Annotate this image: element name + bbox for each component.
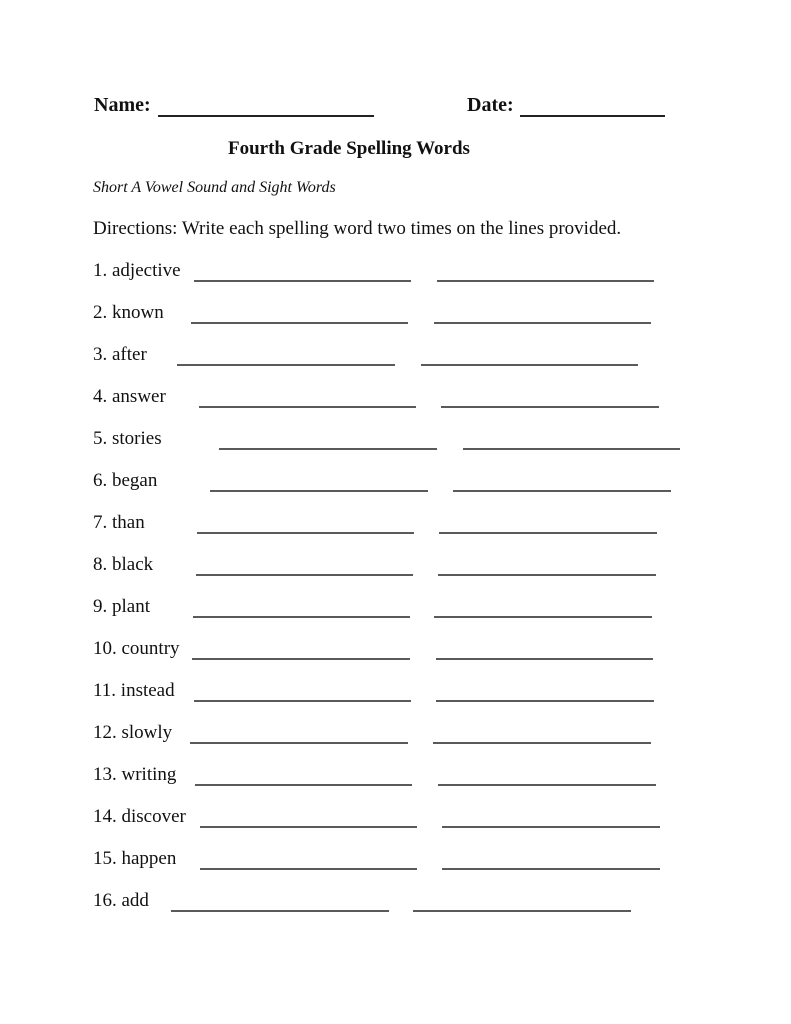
word-label: 4. answer <box>93 386 166 407</box>
writing-line-2[interactable] <box>436 700 654 702</box>
writing-line-1[interactable] <box>190 742 408 744</box>
writing-line-2[interactable] <box>453 490 671 492</box>
word-label: 14. discover <box>93 806 186 827</box>
writing-line-1[interactable] <box>219 448 437 450</box>
writing-line-2[interactable] <box>433 742 651 744</box>
writing-line-2[interactable] <box>437 280 654 282</box>
writing-line-2[interactable] <box>441 406 659 408</box>
word-label: 15. happen <box>93 848 177 869</box>
word-label: 9. plant <box>93 596 150 617</box>
writing-line-1[interactable] <box>200 868 417 870</box>
writing-line-1[interactable] <box>210 490 428 492</box>
writing-line-1[interactable] <box>196 574 413 576</box>
word-label: 6. began <box>93 470 158 491</box>
word-label: 8. black <box>93 554 154 575</box>
writing-line-1[interactable] <box>193 616 410 618</box>
word-label: 13. writing <box>93 764 177 785</box>
word-label: 2. known <box>93 302 164 323</box>
worksheet-title: Fourth Grade Spelling Words <box>228 138 470 159</box>
writing-line-1[interactable] <box>192 658 410 660</box>
worksheet-subtitle: Short A Vowel Sound and Sight Words <box>93 179 336 196</box>
word-label: 10. country <box>93 638 180 659</box>
writing-line-2[interactable] <box>421 364 638 366</box>
word-label: 11. instead <box>93 680 175 701</box>
word-label: 1. adjective <box>93 260 181 281</box>
writing-line-2[interactable] <box>463 448 680 450</box>
writing-line-2[interactable] <box>439 532 657 534</box>
writing-line-2[interactable] <box>438 784 656 786</box>
date-label: Date: <box>467 94 514 116</box>
writing-line-2[interactable] <box>438 574 656 576</box>
writing-line-1[interactable] <box>195 784 412 786</box>
name-label: Name: <box>94 94 151 116</box>
word-label: 16. add <box>93 890 149 911</box>
writing-line-2[interactable] <box>442 868 660 870</box>
writing-line-1[interactable] <box>200 826 417 828</box>
writing-line-1[interactable] <box>194 280 411 282</box>
writing-line-1[interactable] <box>199 406 416 408</box>
word-label: 5. stories <box>93 428 162 449</box>
writing-line-2[interactable] <box>434 616 652 618</box>
writing-line-1[interactable] <box>171 910 389 912</box>
writing-line-2[interactable] <box>436 658 653 660</box>
writing-line-2[interactable] <box>442 826 660 828</box>
directions-text: Directions: Write each spelling word two times on the lines provided. <box>93 218 622 239</box>
word-label: 3. after <box>93 344 147 365</box>
name-field-line[interactable] <box>158 115 374 117</box>
writing-line-1[interactable] <box>177 364 395 366</box>
writing-line-2[interactable] <box>413 910 631 912</box>
writing-line-1[interactable] <box>191 322 408 324</box>
word-label: 7. than <box>93 512 145 533</box>
word-label: 12. slowly <box>93 722 173 743</box>
writing-line-1[interactable] <box>194 700 411 702</box>
writing-line-2[interactable] <box>434 322 651 324</box>
date-field-line[interactable] <box>520 115 665 117</box>
writing-line-1[interactable] <box>197 532 414 534</box>
